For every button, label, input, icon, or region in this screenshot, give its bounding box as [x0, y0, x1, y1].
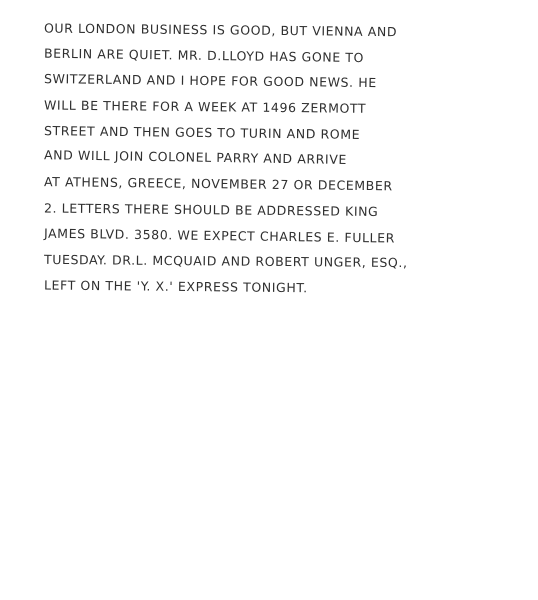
handwritten-note — [44, 18, 524, 301]
note-line-7: AT ATHENS, GREECE, NOVEMBER 27 OR DECEMBER — [43, 174, 393, 194]
note-line-4: WILL BE THERE FOR A WEEK AT 1496 ZERMOTT — [43, 97, 367, 116]
note-line-10: TUESDAY. DR.L. MCQUAID AND ROBERT UNGER, ESQ., — [43, 252, 408, 271]
note-line-1: OUR LONDON BUSINESS IS GOOD, BUT VIENNA AND — [43, 20, 398, 40]
note-line-8: 2. LETTERS THERE SHOULD BE ADDRESSED KING — [43, 200, 379, 219]
note-line-2: BERLIN ARE QUIET. MR. D.LLOYD HAS GONE TO — [43, 45, 365, 65]
note-line-5: STREET AND THEN GOES TO TURIN AND ROME — [43, 122, 361, 142]
note-line-6: AND WILL JOIN COLONEL PARRY AND ARRIVE — [43, 147, 348, 168]
note-line-3: SWITZERLAND AND I HOPE FOR GOOD NEWS. HE — [43, 71, 377, 91]
note-line-11: LEFT ON THE 'Y. X.' EXPRESS TONIGHT. — [43, 277, 308, 296]
note-line-9: JAMES BLVD. 3580. WE EXPECT CHARLES E. FULLER — [43, 225, 396, 246]
